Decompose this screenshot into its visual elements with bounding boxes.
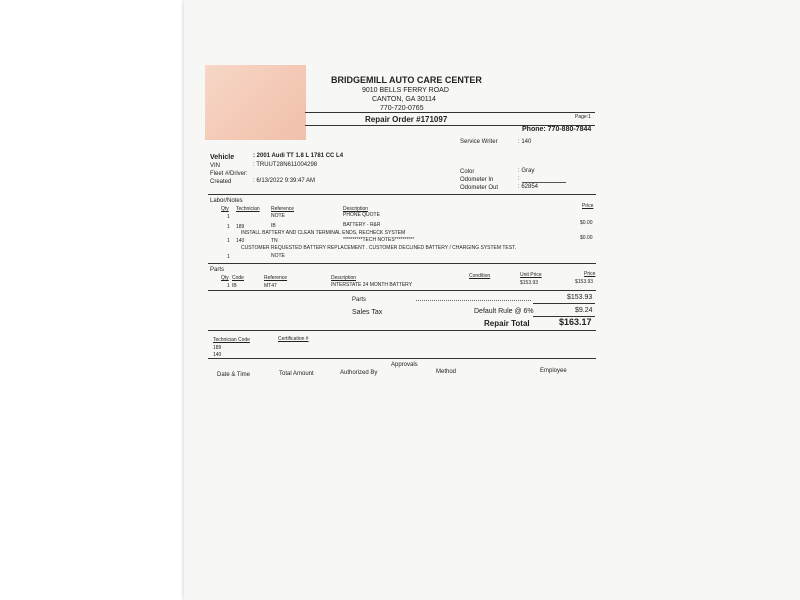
vin-value: : TRUUT28N611004298 xyxy=(253,162,318,168)
labor-header-qty: Qty xyxy=(221,206,229,212)
dotted-leader xyxy=(416,300,531,301)
labor-row-price: $0.00 xyxy=(580,235,593,241)
sales-tax-value: $9.24 xyxy=(575,307,593,314)
repair-total-label: Repair Total xyxy=(484,319,530,328)
approval-col-amount: Total Amount xyxy=(279,371,314,377)
labor-row-desc: PHONE QUOTE xyxy=(343,212,380,218)
sales-tax-label: Sales Tax xyxy=(352,309,383,316)
labor-header-technician: Technician xyxy=(236,206,260,212)
divider xyxy=(208,290,596,291)
customer-phone: Phone: 770-880-7844 xyxy=(522,126,592,133)
labor-header-price: Price xyxy=(582,203,594,209)
parts-header-description: Description xyxy=(331,275,357,281)
approval-col-authorized: Authorized By xyxy=(340,370,378,376)
parts-row-qty: 1 xyxy=(227,283,230,289)
labor-row-ref: NOTE xyxy=(271,213,285,219)
labor-section-title: Labor/Notes xyxy=(210,198,243,204)
labor-row-desc: BATTERY - R&R xyxy=(343,222,381,228)
vehicle-label: Vehicle xyxy=(210,154,235,161)
service-writer-label: Service Writer xyxy=(460,139,498,145)
labor-row-desc: **********TECH NOTES********** xyxy=(343,237,415,243)
labor-row-qty: 1 xyxy=(227,254,230,260)
approvals-title: Approvals xyxy=(391,362,418,368)
technician-code-header: Technician Code xyxy=(213,337,250,343)
labor-note-install: INSTALL BATTERY AND CLEAN TERMINAL ENDS, RECHECK SYSTEM xyxy=(241,230,406,236)
color-value: : Gray xyxy=(518,168,535,174)
service-writer-value: : 140 xyxy=(518,139,532,145)
page-number: Page:1 xyxy=(575,114,591,120)
totals-parts-value: $153.93 xyxy=(567,294,593,301)
approval-col-method: Method xyxy=(436,369,457,375)
created-value: : 6/13/2022 9:39:47 AM xyxy=(253,178,316,184)
odometer-in-label: Odometer In xyxy=(460,177,494,183)
parts-row-price: $153.93 xyxy=(575,279,594,285)
labor-row-tech: 189 xyxy=(236,224,245,230)
parts-header-qty: Qty xyxy=(221,275,229,281)
technician-code: 189 xyxy=(213,345,222,351)
created-label: Created xyxy=(210,179,232,185)
repair-total-value: $163.17 xyxy=(559,317,592,327)
labor-row-price: $0.00 xyxy=(580,220,593,226)
parts-row-code: IB xyxy=(232,283,237,289)
fleet-label: Fleet #/Driver: xyxy=(210,171,248,177)
divider xyxy=(533,303,595,304)
approval-col-employee: Employee xyxy=(540,368,567,374)
labor-row-qty: 1 xyxy=(227,224,230,230)
sales-tax-rule: Default Rule @ 6% xyxy=(474,308,534,315)
approval-col-date: Date & Time xyxy=(217,372,251,378)
odometer-out-label: Odometer Out xyxy=(460,185,499,191)
vin-label: VIN xyxy=(210,163,221,169)
labor-row-tech: 140 xyxy=(236,238,245,244)
labor-row-qty: 1 xyxy=(227,214,230,220)
color-label: Color xyxy=(460,169,475,175)
shop-phone: 770-720-0765 xyxy=(380,105,424,112)
shop-city: CANTON, GA 30114 xyxy=(372,96,436,103)
odometer-in-line xyxy=(522,182,566,183)
technician-code: 140 xyxy=(213,352,222,358)
parts-header-reference: Reference xyxy=(264,275,288,281)
parts-row-desc: INTERSTATE 24 MONTH BATTERY xyxy=(331,282,413,288)
totals-parts-label: Parts xyxy=(352,297,367,303)
shop-address: 9010 BELLS FERRY ROAD xyxy=(362,87,449,94)
parts-row-ref: MT47 xyxy=(264,283,277,289)
redacted-stamp xyxy=(205,65,306,140)
repair-order-title: Repair Order #171097 xyxy=(365,115,448,124)
parts-row-unit-price: $153.93 xyxy=(520,280,539,286)
parts-header-unit-price: Unit Price xyxy=(520,272,542,278)
divider xyxy=(305,112,595,113)
divider xyxy=(208,194,596,195)
shop-name: BRIDGEMILL AUTO CARE CENTER xyxy=(331,75,482,85)
odometer-out-value: : 62854 xyxy=(518,184,539,190)
parts-header-price: Price xyxy=(584,271,596,277)
divider xyxy=(208,330,596,331)
vehicle-value: : 2001 Audi TT 1.8 L 1781 CC L4 xyxy=(253,153,344,159)
labor-row-ref: TN xyxy=(271,238,278,244)
certification-header: Certification # xyxy=(278,336,309,342)
labor-note-customer: CUSTOMER REQUESTED BATTERY REPLACEMENT . CUSTOMER DECLINED BATTERY / CHARGING SYSTEM TEST. xyxy=(241,245,516,251)
parts-header-condition: Condition xyxy=(469,273,491,279)
labor-header-description: Description xyxy=(343,206,369,212)
divider xyxy=(208,263,596,264)
parts-header-code: Code xyxy=(232,275,244,281)
odometer-in-value: : xyxy=(518,176,520,182)
labor-row-qty: 1 xyxy=(227,238,230,244)
labor-row-ref: IB xyxy=(271,223,276,229)
labor-header-reference: Reference xyxy=(271,206,295,212)
divider xyxy=(208,358,596,359)
parts-section-title: Parts xyxy=(210,267,225,273)
labor-row-ref: NOTE xyxy=(271,253,285,259)
